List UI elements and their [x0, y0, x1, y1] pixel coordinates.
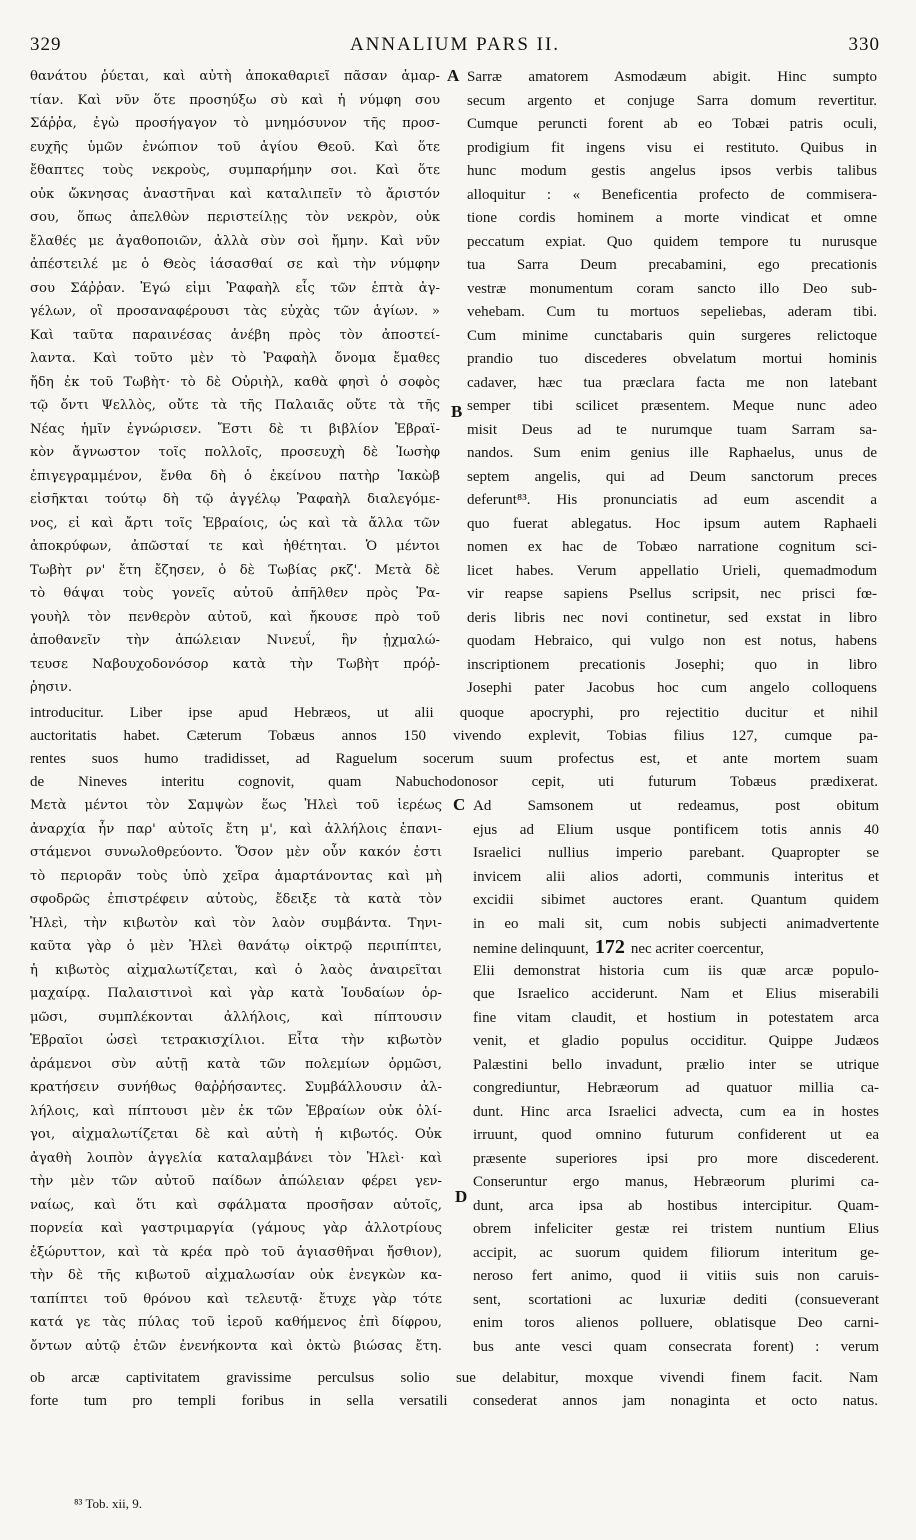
- text-line: congrediuntur, Hebræorum ad quatuor millia ca-: [473, 1080, 879, 1096]
- text-line: ἡ κιβωτὸς αἰχμαλωτίζεται, καὶ ὁ λαὸς ἀναιρεῖται: [30, 962, 442, 978]
- text-line: ἀποκρύφων, ἀπῶσταί τε καὶ ἠθέτηται. Ὁ μέντοι: [30, 539, 440, 554]
- text-line: ἔθαπτες τοὺς νεκροὺς, συμπαρήμην σοι. Καὶ ὅτε: [30, 163, 440, 178]
- text-line: Conseruntur ergo manus, Hebræorum plurimi ca-: [473, 1174, 879, 1190]
- text-line: vehebam. Cum tu mortuos sepeliebas, aderam tibi.: [467, 304, 877, 320]
- text-line: cadaver, hæc tua præclara facta me non latebant: [467, 374, 877, 391]
- text-line: κρατήσειν συνήθως θαῤῥήσαντες. Συμβάλλουσιν ἀλ-: [30, 1080, 442, 1095]
- original-page-number: 172: [594, 936, 625, 958]
- text-line: σφοδρῶς ἐπιστρέφειν αὐτοὺς, ἔδειξε τὰ κατὰ τὸν: [30, 892, 442, 907]
- text-line: τίαν. Καὶ νῦν ὅτε προσηύξω σὺ καὶ ἡ νύμφη σου: [30, 92, 440, 108]
- text-line: quo fuerat ablegatus. Hoc ipsum autem Raphaeli: [467, 515, 877, 532]
- text-line: ἀράμενοι σὺν αὐτῇ κατὰ τῶν πολεμίων ὁρμῶσι,: [30, 1056, 442, 1072]
- text-line: prandio tuo discederes obvelatum mortui hominis: [467, 351, 877, 367]
- text-line: introducitur. Liber ipse apud Hebræos, ut alii quoque apocryphi, pro rejectitio ducitur et nihil: [30, 705, 878, 721]
- text-line: κατά γε τὰς πύλας τοῦ ἱεροῦ καθήμενος ἐπὶ δίφρου,: [30, 1315, 442, 1330]
- text-line: dunt. Hinc arca Israelici advecta, cum ea in hostes: [473, 1103, 879, 1120]
- text-line: ἀπέστειλέ με ὁ Θεὸς ἰάσασθαί σε καὶ τὴν νύμφην: [30, 257, 440, 272]
- text-line: γέλων, οἳ προσαναφέρουσι τὰς εὐχὰς τῶν ἁγίων. »: [30, 304, 440, 319]
- text-line: Cumque peruncti forent ab eo Tobæi patris oculi,: [467, 116, 877, 132]
- text-line: ἔλαθές με ἀγαθοποιῶν, ἀλλὰ σὺν σοὶ ἤμην. Καὶ νῦν: [30, 233, 440, 249]
- text-line: λήλοις, καὶ πίπτουσι μὲν ἐκ τῶν Ἑβραίων οὐκ ὀλί-: [30, 1103, 442, 1119]
- text-line: Ἑβραῖοι ὡσεὶ τετρακισχίλιοι. Εἶτα τὴν κιβωτὸν: [30, 1033, 442, 1048]
- text-line: quodam Hebraico, qui vulgo non est notus, habens: [467, 633, 877, 649]
- text-line: Sarræ amatorem Asmodæum abigit. Hinc sumpto: [467, 69, 877, 85]
- text-line: deferunt⁸³. His pronunciatis ad eum ascendit a: [467, 492, 877, 508]
- margin-marker-b: B: [451, 402, 463, 421]
- text-line: κὸν ἄγνωστον τοῖς πολλοῖς, προσευχὴ δὲ Ἰωσὴφ: [30, 445, 440, 460]
- text-line: nandos. Sum enim genius ille Raphaelus, unus de: [467, 445, 877, 461]
- text-line: ejus ad Elium usque pontificem totis annis 40: [473, 821, 879, 838]
- text-line: Cum minime cunctabaris quin surgeres relictoque: [467, 327, 877, 344]
- text-line: Σάῤῥα, ἐγὼ προσήγαγον τὸ μνημόσυνον τῆς προσ-: [30, 116, 440, 131]
- text-line: σου Σάῤῥαν. Ἐγώ εἰμι Ῥαφαὴλ εἷς τῶν ἑπτὰ ἀγ-: [30, 280, 440, 296]
- text-line: prodigium fit ingens visu ei restituto. Quibus in: [467, 139, 877, 156]
- text-line: secum argento et conjuge Sarra domum revertitur.: [467, 92, 877, 109]
- text-line: Elii demonstrat historia cum iis quæ arcæ populo-: [473, 962, 879, 979]
- text-line: καῦτα γὰρ ὁ μὲν Ἠλεὶ θανάτῳ οἰκτρῷ περιπίπτει,: [30, 939, 442, 954]
- text-line: tua Sarra Deum precabamini, ego precationis: [467, 257, 877, 273]
- text-line: septem angelis, qui ad Deum sanctorum preces: [467, 468, 877, 485]
- text-line: ἀναρχία ἦν παρ' αὐτοῖς ἔτη μ', καὶ ἀλλήλοις ἐπανι-: [30, 821, 442, 837]
- text-line: præsente superiores ipsi pro more discederent.: [473, 1150, 879, 1167]
- text-line: nomen ex hac de Tobæo narratione cognitum sci-: [467, 539, 877, 555]
- text-line: ευχῆς ὑμῶν ἐνώπιον τοῦ ἁγίου Θεοῦ. Καὶ ὅτε: [30, 139, 440, 155]
- text-line: peccatum expiat. Quo quidem tempore tu nurusque: [467, 233, 877, 250]
- page-number-left: 329: [30, 34, 62, 55]
- text-line: irruunt, quod omnino futurum confiderent ut ea: [473, 1127, 879, 1143]
- text-line: vir reapse sapiens Psellus scripsit, nec prisci fœ-: [467, 586, 877, 602]
- footnote: ⁸³ Tob. xii, 9.: [74, 1496, 142, 1511]
- text-line: invicem alii alios adorti, communis interitus et: [473, 868, 879, 885]
- text-line: ναίως, καὶ ὅτι καὶ σφάλματα προσῆσαν αὐτοῖς,: [30, 1197, 442, 1213]
- text-line: misit Deus ad te nurumque tuam Sarram sa-: [467, 421, 877, 438]
- running-title: ANNALIUM PARS II.: [349, 34, 561, 55]
- text-line: ἤδη ἐκ τοῦ Τωβὴτ· τὸ δὲ Οὐριὴλ, καθὰ φησὶ ὁ σοφὸς: [30, 374, 440, 390]
- text-line: γοι, αἰχμαλωτίζεται δὲ καὶ αὐτὴ ἡ κιβωτός. Οὐκ: [30, 1127, 442, 1142]
- text-line: ταπίπτει τοῦ θρόνου καὶ τελευτᾷ· ἔτυχε γὰρ τότε: [30, 1291, 442, 1307]
- text-line: enim toros alienos polluere, oblatisque Deo carni-: [473, 1315, 879, 1331]
- text-line: θανάτου ῥύεται, καὶ αὐτὴ ἀποκαθαριεῖ πᾶσαν ἁμαρ-: [30, 69, 440, 84]
- text-line: que Israelico acciderunt. Nam et Elius miserabili: [473, 986, 879, 1002]
- text-line-part: nec acriter coercentur,: [630, 941, 764, 957]
- margin-marker-d: D: [455, 1187, 468, 1206]
- text-line: Μετὰ μέντοι τὸν Σαμψὼν ἕως Ἠλεὶ τοῦ ἱερέως: [30, 798, 442, 813]
- text-line: Ad Samsonem ut redeamus, post obitum: [473, 798, 879, 814]
- text-line: οὐκ ὤκνησας ἀναστῆναι καὶ καταλιπεῖν τὸ ἄριστόν: [30, 186, 440, 202]
- text-line: ἐπιγεγραμμένον, ἔνθα δὴ ὁ ἐκείνου πατὴρ Ἰακὼβ: [30, 468, 440, 484]
- margin-marker-c: C: [453, 795, 466, 814]
- text-line: inscriptionem precationis Josephi; quo in libro: [467, 656, 877, 673]
- text-line: vestræ monumentum coram sancto illo Deo sub-: [467, 280, 877, 297]
- text-line: dunt, arca ipsa ab hostibus intercipitur. Quam-: [473, 1197, 879, 1214]
- text-line: πορνεία καὶ γαστριμαργία (γάμους γὰρ ἀλλοτρίους: [30, 1221, 442, 1236]
- text-line: τὴν δὲ τῆς κιβωτοῦ αἰχμαλωσίαν οὐκ ἐνεγκὼν κα-: [30, 1268, 442, 1283]
- text-line: accipit, ac suorum quidem filiorum interitum ge-: [473, 1244, 879, 1261]
- text-line: de Nineves interitu cognovit, quam Nabuchodonosor cepit, uti futurum Tobæus prædixerat.: [30, 774, 878, 790]
- text-line: Palæstini bello invadunt, prælio inter se utrique: [473, 1056, 879, 1073]
- text-line: ἀποθανεῖν τὴν ἀπώλειαν Νινευΐ, ἣν ᾐχμαλώ-: [30, 633, 440, 648]
- text-line: obrem infeliciter gestæ rei tristem nuntium Elius: [473, 1221, 879, 1237]
- text-line: bus ante vesci quam consecrata forent) : verum: [473, 1338, 879, 1355]
- text-line: Νέας ἡμῖν ἐγνώρισεν. Ἔστι δὲ τι βιβλίον Ἑβραϊ-: [30, 421, 440, 437]
- text-line: alloquitur : « Beneficentia profecto de commisera-: [467, 186, 877, 203]
- text-line: [473, 936, 879, 960]
- text-line: νος, εἰ καὶ ἄρτι τοῖς Ἑβραίοις, ὡς καὶ τὰ ἄλλα τῶν: [30, 515, 440, 531]
- text-line: auctoritatis habet. Cæterum Tobæus annos 150 vivendo explevit, Tobias filius 127, cumque pa-: [30, 728, 878, 744]
- text-line: tione cordis hominem a morte vindicat et omne: [467, 210, 877, 226]
- text-line: τῷ ὄντι Ψελλὸς, οὔτε τὰ τῆς Παλαιᾶς οὔτε τὰ τῆς: [30, 398, 440, 413]
- text-line: ἀγαθὴ λοιπὸν ἀγγελία καταλαμβάνει τὸν Ἠλεὶ· καὶ: [30, 1150, 442, 1166]
- text-line: fine vitam claudit, et hostium in potestatem arca: [473, 1009, 879, 1026]
- text-line: ἐξώρυττον, καὶ τὰ κρέα πρὸ τοῦ ἁγιασθῆναι ἤσθιον),: [30, 1244, 442, 1260]
- text-line: Josephi pater Jacobus hoc cum angelo colloquens: [467, 680, 877, 696]
- text-line: γουὴλ τὸν πενθερὸν αὐτοῦ, καὶ ἤκουσε πρὸ τοῦ: [30, 609, 440, 625]
- text-line: τευσε Ναβουχοδονόσορ κατὰ τὴν Τωβὴτ πρόῤ-: [30, 656, 440, 672]
- text-line: sent, scortationi ac luxuriæ dediti (consueverant: [473, 1291, 879, 1308]
- text-line: τὸ θάψαι τοὺς γονεῖς αὐτοῦ ἀπῆλθεν πρὸς Ῥα-: [30, 586, 440, 601]
- text-line: hunc modum gestis angelus ipsos verbis talibus: [467, 163, 877, 179]
- text-line-part: nemine delinquunt,: [473, 941, 589, 957]
- page-header: [30, 34, 880, 58]
- text-line: στάμενοι συνωλοθρεύοντο. Ὅσον μὲν οὖν κακόν ἐστι: [30, 845, 442, 860]
- text-line: τὸ περιορᾶν τοὺς ὑπὸ χεῖρα ἁμαρτάνοντας καὶ μὴ: [30, 868, 442, 884]
- text-line: σου, ὅπως ἀπελθὼν περιστείλῃς τὸν νεκρὸν, οὐκ: [30, 210, 440, 225]
- text-line: μῶσι, συμπλέκονται ἀλλήλοις, καὶ πίπτουσιν: [30, 1009, 442, 1025]
- text-line: ῥησιν.: [30, 680, 73, 695]
- page-number-right: 330: [848, 34, 880, 55]
- text-line: in eo mali sit, cum nobis subjecti animadvertente: [473, 915, 879, 932]
- text-line: ob arcæ captivitatem gravissime perculsus solio sue delabitur, moxque vivendi finem facit. Nam: [30, 1370, 878, 1386]
- text-line: Israelici nullius imperio parebant. Quapropter se: [473, 845, 879, 861]
- text-line: Καὶ ταῦτα παραινέσας ἀνέβη πρὸς τὸν ἀποστεί-: [30, 327, 440, 343]
- text-line: semper tibi scilicet præsentem. Meque nunc adeo: [467, 398, 877, 414]
- text-line: λαντα. Καὶ τοῦτο μὲν τὸ Ῥαφαὴλ ὄνομα ἔμαθες: [30, 351, 440, 366]
- text-line: licet habes. Verum appellatio Urieli, quemadmodum: [467, 562, 877, 579]
- text-line: neroso fert animo, quod ii vitiis suis non caruis-: [473, 1268, 879, 1284]
- text-line: Ἠλεὶ, τὴν κιβωτὸν καὶ τὸν λαὸν συμβάντα. Τηνι-: [30, 915, 442, 931]
- text-line: forte tum pro templi foribus in sella versatili consederat annos jam nonaginta et octo natus.: [30, 1393, 878, 1409]
- text-line: rentes suos humo tradidisset, ad Raguelum socerum suum profectus est, et ante mortem suam: [30, 751, 878, 767]
- text-line: τὴν μὲν τῶν αὐτοῦ παίδων ἀπώλειαν φέρει γεν-: [30, 1174, 442, 1189]
- text-line: venit, et gladio populus occiditur. Quippe Judæos: [473, 1033, 879, 1049]
- text-line: εἰσῆκται τούτῳ δὴ τῷ ἀγγέλῳ Ῥαφαὴλ διαλεγόμε-: [30, 492, 440, 507]
- text-line: ὄντων αὐτῷ ἐτῶν ἐνενήκοντα καὶ ὀκτὼ βιώσας ἔτη.: [30, 1338, 442, 1354]
- text-line: deris libris nec novi continetur, sed exstat in libro: [467, 609, 877, 626]
- text-line: μαχαίρᾳ. Παλαιστινοὶ καὶ γὰρ κατὰ Ἰουδαίων ὁρ-: [30, 986, 442, 1001]
- text-line: excidii sibimet auctores erant. Quantum quidem: [473, 892, 879, 908]
- margin-marker-a: A: [447, 66, 460, 85]
- text-line: Τωβὴτ ρν' ἔτη ἔζησεν, ὁ δὲ Τωβίας ρκζ'. Μετὰ δὲ: [30, 562, 440, 578]
